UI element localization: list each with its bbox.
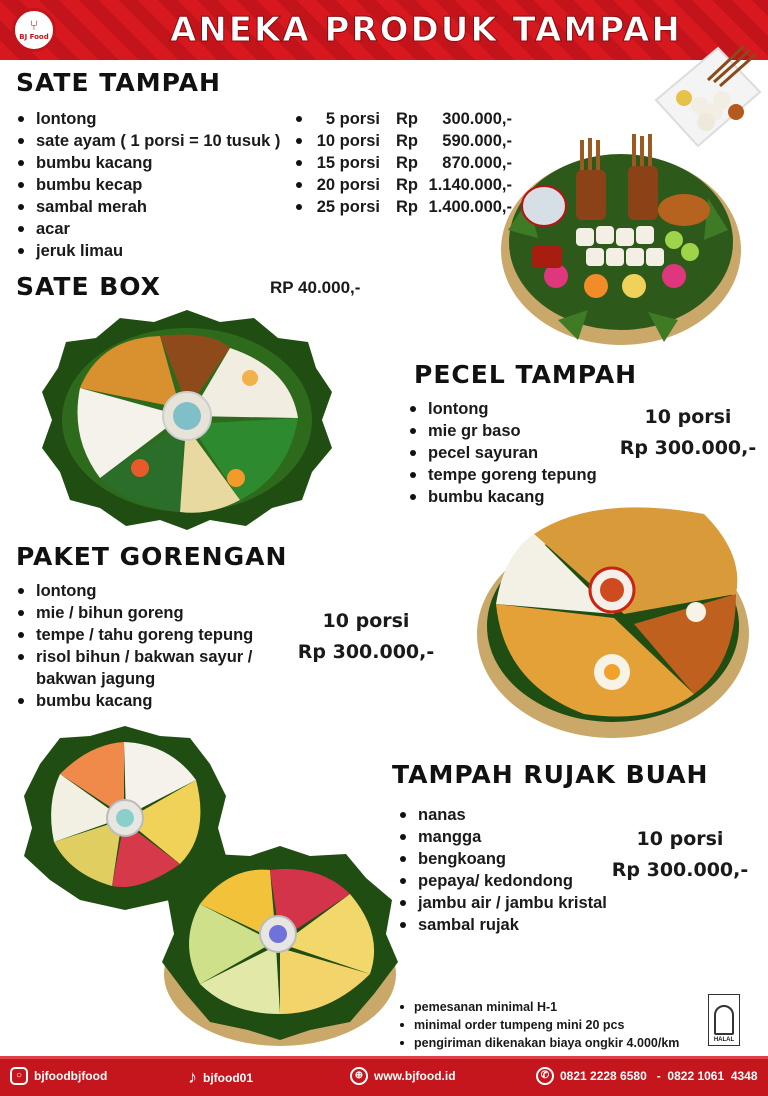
pecel-tampah-items: [408, 398, 597, 508]
price-amount: 300.000,-: [442, 109, 512, 128]
rujak-buah-items: [398, 804, 607, 936]
porsi-label: 5 porsi: [325, 109, 380, 128]
price-row: [296, 174, 512, 196]
website-url: www.bjfood.id: [374, 1069, 456, 1083]
sate-tampah-title: SATE TAMPAH: [16, 68, 221, 97]
instagram-icon: ○: [10, 1067, 28, 1085]
list-item: bumbu kacang: [16, 152, 280, 174]
list-item: acar: [16, 218, 280, 240]
tiktok-icon: ♪: [188, 1067, 197, 1087]
list-item: sambal merah: [16, 196, 280, 218]
list-item: mie / bihun goreng: [16, 602, 253, 624]
list-item: bumbu kacang: [16, 690, 253, 712]
price-amount: 1.140.000,-: [428, 175, 512, 194]
paket-gorengan-image: [474, 494, 752, 744]
footer-phone[interactable]: [536, 1067, 758, 1085]
halal-label: HALAL: [713, 1037, 735, 1043]
currency-label: Rp: [396, 109, 418, 128]
pecel-tampah-price: [618, 402, 758, 464]
paket-gorengan-items: [16, 580, 253, 712]
list-item: bumbu kecap: [16, 174, 280, 196]
list-item: mie gr baso: [408, 420, 597, 442]
list-item: lontong: [16, 108, 280, 130]
list-item: nanas: [398, 804, 607, 826]
price-row: [296, 196, 512, 218]
fork-icon: ⑂: [29, 18, 39, 34]
porsi-label: 10 porsi: [322, 610, 410, 632]
sate-tampah-image: [498, 120, 744, 352]
halal-icon: [714, 1005, 734, 1035]
list-item: lontong: [16, 580, 253, 602]
phone-numbers: 0821 2228 6580 - 0822 1061 4348: [560, 1069, 758, 1083]
list-item-continuation: bakwan jagung: [36, 670, 156, 688]
price-amount: Rp 300.000,-: [619, 437, 757, 459]
price-amount: Rp 300.000,-: [297, 641, 435, 663]
list-item: sambal rujak: [398, 914, 607, 936]
whatsapp-icon: ✆: [536, 1067, 554, 1085]
logo-text: BJ Food: [19, 33, 49, 41]
paket-gorengan-title: PAKET GORENGAN: [16, 542, 288, 571]
rujak-large-image: [160, 844, 400, 1050]
instagram-handle: bjfoodbjfood: [34, 1069, 108, 1083]
price-amount: 1.400.000,-: [428, 197, 512, 216]
porsi-label: 15 porsi: [316, 153, 380, 172]
note-item: pemesanan minimal H-1: [398, 998, 679, 1016]
price-amount: Rp 300.000,-: [611, 859, 749, 881]
pecel-tampah-image: [40, 308, 334, 532]
list-item: sate ayam ( 1 porsi = 10 tusuk ): [16, 130, 280, 152]
rujak-buah-title: TAMPAH RUJAK BUAH: [392, 760, 709, 789]
currency-label: Rp: [396, 131, 418, 150]
porsi-label: 10 porsi: [316, 131, 380, 150]
paket-gorengan-price: [296, 606, 436, 668]
price-row: [296, 152, 512, 174]
footer-bar: [0, 1056, 768, 1096]
list-item: mangga: [398, 826, 607, 848]
bjfood-logo: [12, 8, 56, 52]
list-item: tempe goreng tepung: [408, 464, 597, 486]
price-amount: 870.000,-: [442, 153, 512, 172]
price-amount: 590.000,-: [442, 131, 512, 150]
list-item: jambu air / jambu kristal: [398, 892, 607, 914]
sate-box-title: SATE BOX: [16, 272, 161, 301]
currency-label: Rp: [396, 153, 418, 172]
rujak-buah-price: [610, 824, 750, 886]
price-row: [296, 108, 512, 130]
list-item: bumbu kacang: [408, 486, 597, 508]
note-item: minimal order tumpeng mini 20 pcs: [398, 1016, 679, 1034]
pecel-tampah-title: PECEL TAMPAH: [414, 360, 638, 389]
list-item: tempe / tahu goreng tepung: [16, 624, 253, 646]
footer-tiktok[interactable]: [188, 1067, 253, 1088]
porsi-label: 20 porsi: [316, 175, 380, 194]
list-item: pepaya/ kedondong: [398, 870, 607, 892]
footer-website[interactable]: [350, 1067, 456, 1085]
globe-icon: ⊕: [350, 1067, 368, 1085]
halal-logo: [708, 994, 740, 1046]
porsi-label: 25 porsi: [316, 197, 380, 216]
list-item: pecel sayuran: [408, 442, 597, 464]
note-item: pengiriman dikenakan biaya ongkir 4.000/km: [398, 1034, 679, 1052]
porsi-label: 10 porsi: [644, 406, 732, 428]
footer-instagram[interactable]: [10, 1067, 107, 1085]
list-item: risol bihun / bakwan sayur /: [16, 646, 253, 668]
sate-tampah-price-table: [296, 108, 512, 218]
sate-box-price: RP 40.000,-: [270, 278, 361, 297]
page-title: ANEKA PRODUK TAMPAH: [170, 10, 682, 50]
currency-label: Rp: [396, 197, 418, 216]
price-row: [296, 130, 512, 152]
tiktok-handle: bjfood01: [203, 1070, 253, 1085]
list-item: jeruk limau: [16, 240, 280, 262]
currency-label: Rp: [396, 175, 418, 194]
porsi-label: 10 porsi: [636, 828, 724, 850]
list-item: bengkoang: [398, 848, 607, 870]
order-notes: [398, 998, 679, 1052]
sate-tampah-items: [16, 108, 280, 262]
list-item: lontong: [408, 398, 597, 420]
